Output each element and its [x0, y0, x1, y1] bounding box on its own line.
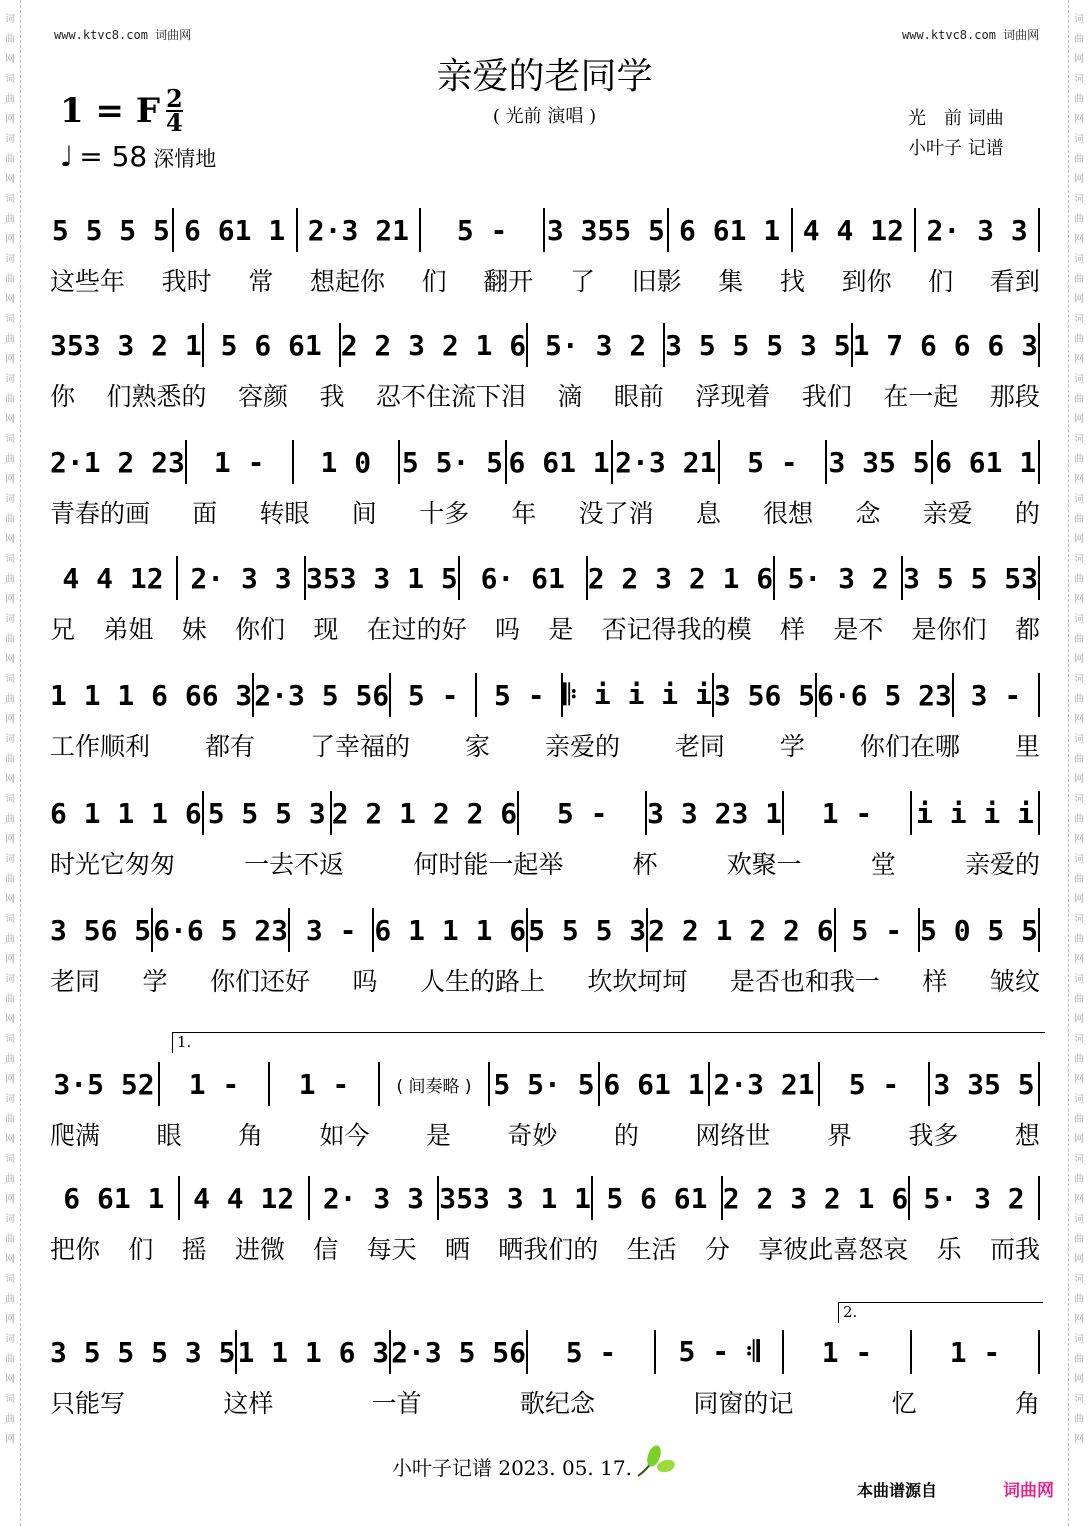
measure: 2· 3 3	[310, 1176, 440, 1220]
lyric-segment: 浮现着	[695, 382, 771, 411]
lyric-segment: 现	[313, 615, 339, 644]
lyric-segment: 找	[779, 267, 805, 296]
measure: 5 6 61	[204, 323, 341, 367]
lyric-segment: 摇	[181, 1235, 207, 1264]
quarter-note-icon: ♩	[60, 140, 74, 173]
measure: 2· 3 3	[916, 208, 1040, 252]
measure: 4 4 12	[50, 556, 178, 600]
leaf-icon	[636, 1444, 676, 1478]
measure: 3 5 5 5 3 5	[50, 1330, 237, 1374]
lyric-segment: 是	[425, 1121, 451, 1150]
measure: 𝄆 i i i i	[563, 673, 713, 717]
lyric-segment: 看到	[989, 267, 1040, 296]
score-row	[50, 908, 1040, 998]
lyric-segment: 集	[718, 267, 744, 296]
measure: 5· 3 2	[775, 556, 903, 600]
measure: 1 1 1 6 3	[237, 1330, 391, 1374]
lyric-segment: 学	[779, 732, 805, 761]
lyric-segment: 这样	[223, 1389, 274, 1418]
lyric-segment: 到你	[841, 267, 892, 296]
lyric-segment: 你们还好	[209, 967, 310, 996]
lyric-segment: 亲爱的	[544, 732, 620, 761]
tempo	[60, 140, 216, 173]
score-row	[50, 440, 1040, 530]
volta-1: 1.	[172, 1032, 1045, 1053]
lyric-segment: 眼前	[613, 382, 664, 411]
lyric-segment: 想起你	[309, 267, 385, 296]
lyric-segment: 奇妙	[507, 1121, 558, 1150]
transcriber: 小叶子 记谱	[908, 138, 1004, 159]
measure: 5 - 𝄇	[656, 1330, 784, 1374]
lyric-segment: 我们	[801, 382, 852, 411]
lyric-segment: 否记得我的模	[601, 615, 752, 644]
lyric-line	[50, 1230, 1040, 1266]
measure: 6 61 1	[50, 1176, 180, 1220]
source-label: 本曲谱源自	[857, 1481, 938, 1500]
measure: 2 2 3 2 1 6	[723, 1176, 910, 1220]
lyric-segment: 一去不返	[244, 850, 345, 879]
measure: 5 -	[519, 791, 647, 835]
expression: 深情地	[153, 147, 217, 171]
lyric-segment: 是不	[833, 615, 884, 644]
site-link-left[interactable]: www.ktvc8.com 词曲网	[54, 28, 192, 42]
measure: 6 61 1	[600, 1062, 710, 1106]
measure: 5 -	[391, 673, 477, 717]
lyric-line	[50, 845, 1040, 881]
lyric-segment: 兄	[50, 615, 76, 644]
lyric-segment: 我时	[161, 267, 212, 296]
lyric-segment: 们熟悉的	[106, 382, 207, 411]
source-brand-link[interactable]: 词曲网	[1003, 1481, 1054, 1501]
lyric-segment: 容颜	[237, 382, 288, 411]
lyric-segment: 亲爱的	[964, 850, 1040, 879]
measure: 1 -	[784, 791, 912, 835]
measure: 2· 3 3	[178, 556, 306, 600]
measure: 2 2 1 2 2 6	[648, 908, 835, 952]
measure: 5 -	[528, 1330, 656, 1374]
measure: 5 5 5 3	[204, 791, 332, 835]
measure: 5 -	[421, 208, 545, 252]
lyric-segment: 爬满	[50, 1121, 101, 1150]
lyric-segment: 晒我们的	[498, 1235, 599, 1264]
lyric-segment: 转眼	[259, 499, 310, 528]
left-margin-line	[20, 0, 21, 1526]
notation-line	[50, 791, 1040, 835]
lyric-segment: 没了消	[578, 499, 654, 528]
lyric-segment: 网络世	[695, 1121, 771, 1150]
lyric-segment: 了	[569, 267, 595, 296]
tempo-value: = 58	[79, 140, 148, 173]
lyric-segment: 弟姐	[103, 615, 154, 644]
lyricist: 光 前 词曲	[908, 108, 1004, 129]
lyric-segment: 学	[142, 967, 168, 996]
notation-line	[50, 1062, 1040, 1106]
notation-line	[50, 323, 1040, 367]
measure: 5· 3 2	[910, 1176, 1040, 1220]
lyric-segment: 吗	[352, 967, 378, 996]
lyric-segment: 忆	[891, 1389, 917, 1418]
measure: 6 61 1	[174, 208, 298, 252]
lyric-segment: 在一起	[883, 382, 959, 411]
measure: 6 61 1	[669, 208, 793, 252]
measure: 5 5 5 3	[528, 908, 648, 952]
measure: 3 5 5 53	[903, 556, 1040, 600]
notation-line	[50, 908, 1040, 952]
measure: 3 355 5	[545, 208, 669, 252]
measure: 1 -	[270, 1062, 380, 1106]
lyric-segment: 都有	[204, 732, 255, 761]
lyric-segment: 界	[826, 1121, 852, 1150]
measure: 6 1 1 1 6	[50, 791, 204, 835]
score-row	[50, 1330, 1040, 1420]
measure: 6· 61	[460, 556, 588, 600]
lyric-segment: 只能写	[50, 1389, 126, 1418]
key-signature	[60, 84, 183, 137]
notation-line	[50, 440, 1040, 484]
lyric-segment: 何时能一起举	[413, 850, 564, 879]
lyric-segment: 我	[319, 382, 345, 411]
lyric-segment: 享彼此喜怒哀	[758, 1235, 909, 1264]
lyric-segment: 角	[1014, 1389, 1040, 1418]
measure: 2 2 3 2 1 6	[588, 556, 775, 600]
lyric-segment: 家	[464, 732, 490, 761]
measure: 353 3 1 5	[306, 556, 460, 600]
measure: 1 1 1 6 66 3	[50, 673, 254, 717]
measure: 5· 3 2	[528, 323, 665, 367]
measure: 1 0	[294, 440, 401, 484]
lyric-segment: 信	[313, 1235, 339, 1264]
lyric-segment: 了幸福的	[309, 732, 410, 761]
lyric-segment: 们	[928, 267, 954, 296]
measure: 5 -	[820, 1062, 930, 1106]
measure: 5 -	[836, 908, 920, 952]
lyric-line	[50, 1116, 1040, 1152]
measure: 5 -	[477, 673, 563, 717]
lyric-segment: 们	[128, 1235, 154, 1264]
measure: 1 -	[912, 1330, 1040, 1374]
lyric-line	[50, 262, 1040, 298]
left-watermark: 词曲网词曲网词曲网词曲网词曲网词曲网词曲网词曲网词曲网词曲网词曲网词曲网词曲网词曲网词曲网词曲网词曲网词曲网词曲网词曲网词曲网词曲网词曲网词曲网	[5, 14, 15, 1445]
lyric-segment: 眼	[156, 1121, 182, 1150]
lyric-segment: 是你们	[911, 615, 987, 644]
measure: 3 -	[954, 673, 1040, 717]
lyric-segment: 把你	[50, 1235, 101, 1264]
score-row	[50, 1062, 1040, 1152]
score-row	[50, 556, 1040, 646]
measure: 2 2 3 2 1 6	[341, 323, 528, 367]
lyric-segment: 的	[1014, 499, 1040, 528]
right-watermark: 词曲网词曲网词曲网词曲网词曲网词曲网词曲网词曲网词曲网词曲网词曲网词曲网词曲网词曲网词曲网词曲网词曲网词曲网词曲网词曲网词曲网词曲网词曲网词曲网	[1074, 14, 1084, 1445]
lyric-segment: 角	[237, 1121, 263, 1150]
measure: 1 -	[160, 1062, 270, 1106]
measure: 3 5 5 5 3 5	[665, 323, 852, 367]
score-row	[50, 208, 1040, 298]
lyric-segment: 晒	[444, 1235, 470, 1264]
time-bottom: 4	[165, 108, 183, 137]
lyric-segment: 年	[511, 499, 537, 528]
lyric-segment: 样	[922, 967, 948, 996]
score-row	[50, 791, 1040, 881]
lyric-line	[50, 962, 1040, 998]
site-link-right[interactable]: www.ktvc8.com 词曲网	[902, 28, 1040, 42]
lyric-segment: 青春的画	[50, 499, 151, 528]
lyric-segment: 样	[779, 615, 805, 644]
measure: ( 间奏略 )	[380, 1062, 490, 1106]
measure: 4 4 12	[793, 208, 917, 252]
signature: 小叶子记谱 2023. 05. 17.	[392, 1456, 632, 1480]
lyric-segment: 歌纪念	[519, 1389, 595, 1418]
lyric-line	[50, 727, 1040, 763]
measure: 5 5· 5	[400, 440, 507, 484]
lyric-segment: 那段	[989, 382, 1040, 411]
measure: 1 -	[187, 440, 294, 484]
lyric-segment: 们	[421, 267, 447, 296]
notation-line	[50, 1176, 1040, 1220]
lyric-segment: 分	[704, 1235, 730, 1264]
lyric-segment: 念	[855, 499, 881, 528]
lyric-segment: 息	[695, 499, 721, 528]
lyric-line	[50, 377, 1040, 413]
measure: 3 35 5	[930, 1062, 1040, 1106]
lyric-segment: 皱纹	[989, 967, 1040, 996]
notation-line	[50, 1330, 1040, 1374]
score-row	[50, 673, 1040, 763]
measure: 6·6 5 23	[153, 908, 290, 952]
right-margin-line	[1068, 0, 1069, 1526]
measure: 3 56 5	[714, 673, 817, 717]
measure: 3 3 23 1	[647, 791, 784, 835]
lyric-segment: 时光它匆匆	[50, 850, 176, 879]
measure: 2·1 2 23	[50, 440, 187, 484]
lyric-segment: 是	[548, 615, 574, 644]
lyric-segment: 而我	[989, 1235, 1040, 1264]
measure: 353 3 1 1	[439, 1176, 593, 1220]
measure: 5 5· 5	[490, 1062, 600, 1106]
notation-line	[50, 673, 1040, 717]
measure: 2·3 21	[613, 440, 720, 484]
lyric-segment: 生活	[626, 1235, 677, 1264]
lyric-segment: 这些年	[50, 267, 126, 296]
measure: 3 35 5	[827, 440, 934, 484]
lyric-segment: 老同	[50, 967, 101, 996]
lyric-segment: 滴	[557, 382, 583, 411]
measure: 3·5 52	[50, 1062, 160, 1106]
score-row	[50, 1176, 1040, 1266]
lyric-segment: 翻开	[483, 267, 534, 296]
lyric-segment: 乐	[936, 1235, 962, 1264]
lyric-segment: 坎坎坷坷	[587, 967, 688, 996]
time-top: 2	[165, 84, 183, 113]
lyric-line	[50, 610, 1040, 646]
measure: 4 4 12	[180, 1176, 310, 1220]
measure: 2·3 5 56	[254, 673, 391, 717]
lyric-segment: 旧影	[631, 267, 682, 296]
lyric-segment: 十多	[419, 499, 470, 528]
measure: 2·3 21	[710, 1062, 820, 1106]
lyric-segment: 老同	[674, 732, 725, 761]
measure: 1 -	[784, 1330, 912, 1374]
measure: 2·3 5 56	[391, 1330, 528, 1374]
lyric-segment: 面	[192, 499, 218, 528]
measure: 2 2 1 2 2 6	[332, 791, 519, 835]
lyric-segment: 堂	[870, 850, 896, 879]
measure: 3 -	[290, 908, 374, 952]
lyric-segment: 忍不住流下泪	[375, 382, 526, 411]
lyric-segment: 都	[1014, 615, 1040, 644]
notation-line	[50, 208, 1040, 252]
volta-2: 2.	[838, 1302, 1043, 1323]
lyric-segment: 你们	[234, 615, 285, 644]
credits	[908, 104, 1004, 164]
lyric-segment: 很想	[763, 499, 814, 528]
lyric-segment: 人生的路上	[419, 967, 545, 996]
lyric-line	[50, 494, 1040, 530]
measure: 3 56 5	[50, 908, 153, 952]
notation-line	[50, 556, 1040, 600]
measure: 1 7 6 6 6 3	[853, 323, 1040, 367]
lyric-segment: 亲爱	[922, 499, 973, 528]
lyric-segment: 你们在哪	[859, 732, 960, 761]
song-title: 亲爱的老同学	[436, 56, 653, 97]
lyric-segment: 的	[613, 1121, 639, 1150]
measure: 6 61 1	[507, 440, 614, 484]
lyric-segment: 杯	[632, 850, 658, 879]
lyric-segment: 一首	[371, 1389, 422, 1418]
lyric-segment: 想	[1014, 1121, 1040, 1150]
measure: 2·3 21	[298, 208, 422, 252]
lyric-segment: 在过的好	[366, 615, 467, 644]
lyric-segment: 吗	[494, 615, 520, 644]
measure: 5 0 5 5	[920, 908, 1040, 952]
time-signature	[165, 84, 183, 137]
measure: 6·6 5 23	[817, 673, 954, 717]
key: 1 = F	[60, 91, 160, 131]
lyric-line	[50, 1384, 1040, 1420]
lyric-segment: 是否也和我一	[729, 967, 880, 996]
lyric-segment: 你	[50, 382, 76, 411]
lyric-segment: 每天	[366, 1235, 417, 1264]
lyric-segment: 如今	[319, 1121, 370, 1150]
measure: 6 61 1	[933, 440, 1040, 484]
lyric-segment: 常	[248, 267, 274, 296]
lyric-segment: 妹	[181, 615, 207, 644]
lyric-segment: 同窗的记	[693, 1389, 794, 1418]
lyric-segment: 间	[351, 499, 377, 528]
measure: 5 6 61	[593, 1176, 723, 1220]
measure: 6 1 1 1 6	[374, 908, 528, 952]
measure: i i i i	[912, 791, 1040, 835]
lyric-segment: 进微	[234, 1235, 285, 1264]
measure: 5 -	[720, 440, 827, 484]
singer: ( 光前 演唱 )	[492, 106, 597, 127]
lyric-segment: 我多	[908, 1121, 959, 1150]
score-row	[50, 323, 1040, 413]
lyric-segment: 工作顺利	[50, 732, 151, 761]
measure: 353 3 2 1	[50, 323, 204, 367]
measure: 5 5 5 5	[50, 208, 174, 252]
lyric-segment: 欢聚一	[726, 850, 802, 879]
lyric-segment: 里	[1014, 732, 1040, 761]
